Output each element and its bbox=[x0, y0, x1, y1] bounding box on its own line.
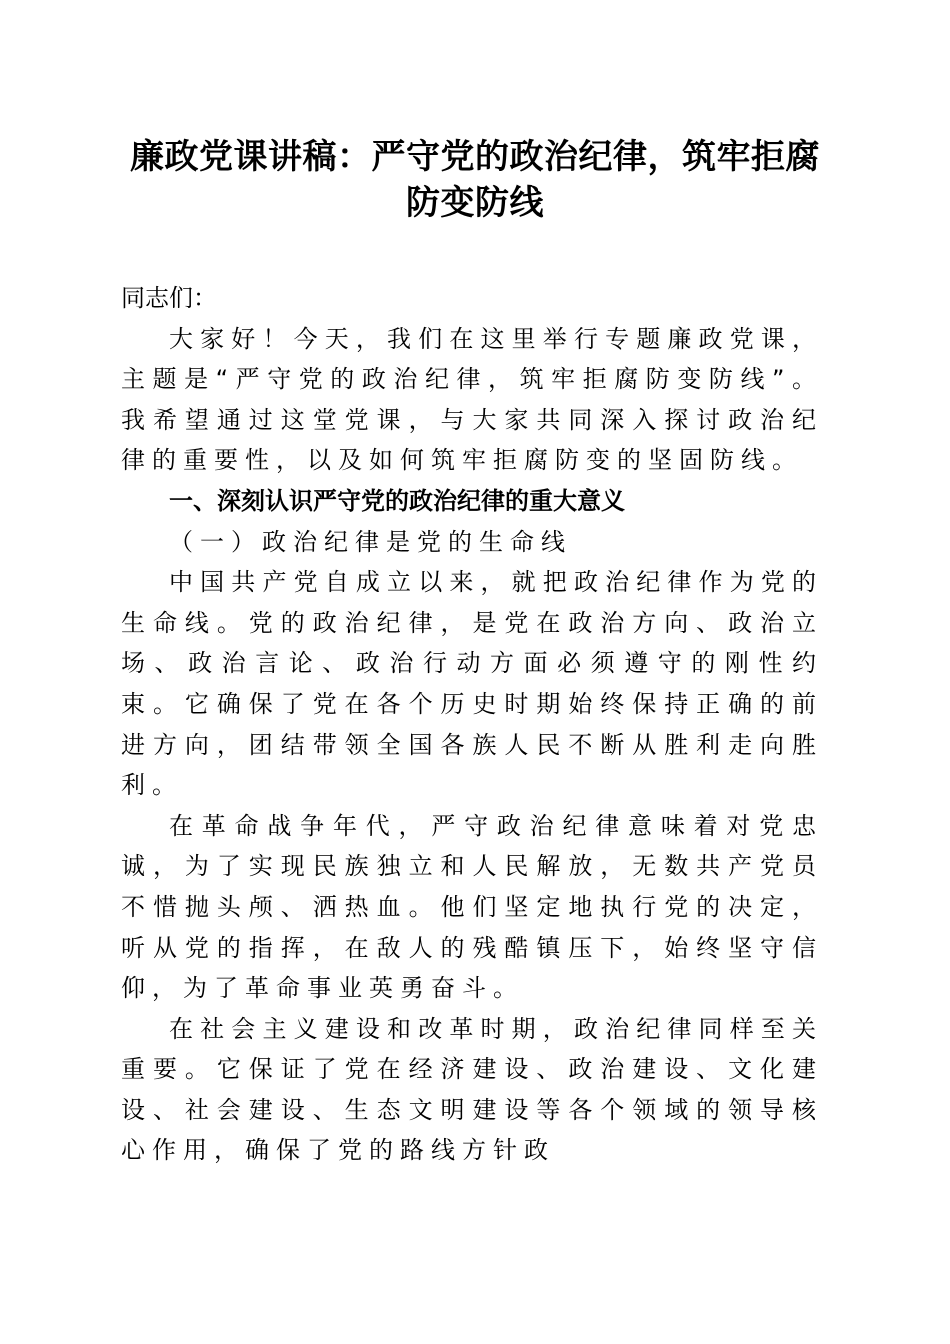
body-paragraph-2: 在革命战争年代，严守政治纪律意味着对党忠诚，为了实现民族独立和人民解放，无数共产党员不惜抛头颅、洒热血。他们坚定地执行党的决定，听从党的指挥，在敌人的残酷镇压下，始终坚守信仰，为了革命事业英勇奋斗。 bbox=[121, 811, 823, 1003]
salutation: 同志们： bbox=[121, 284, 217, 312]
subsection-heading-1: （一）政治纪律是党的生命线 bbox=[169, 527, 572, 556]
document-body bbox=[121, 278, 823, 1171]
intro-paragraph: 大家好！今天，我们在这里举行专题廉政党课，主题是“严守党的政治纪律，筑牢拒腐防变防线”。我希望通过这堂党课，与大家共同深入探讨政治纪律的重要性，以及如何筑牢拒腐防变的坚固防线。 bbox=[121, 324, 823, 475]
title-line-1: 廉政党课讲稿：严守党的政治纪律，筑牢拒腐 bbox=[130, 137, 820, 177]
body-paragraph-3: 在社会主义建设和改革时期，政治纪律同样至关重要。它保证了党在经济建设、政治建设、文化建设、社会建设、生态文明建设等各个领域的领导核心作用，确保了党的路线方针政 bbox=[121, 1014, 823, 1165]
body-paragraph-1: 中国共产党自成立以来，就把政治纪律作为党的生命线。党的政治纪律，是党在政治方向、政治立场、政治言论、政治行动方面必须遵守的刚性约束。它确保了党在各个历史时期始终保持正确的前进方向，团结带领全国各族人民不断从胜利走向胜利。 bbox=[121, 568, 823, 800]
section-heading-1: 一、深刻认识严守党的政治纪律的重大意义 bbox=[169, 486, 625, 515]
title-line-2: 防变防线 bbox=[406, 183, 544, 223]
document-title bbox=[100, 134, 850, 226]
